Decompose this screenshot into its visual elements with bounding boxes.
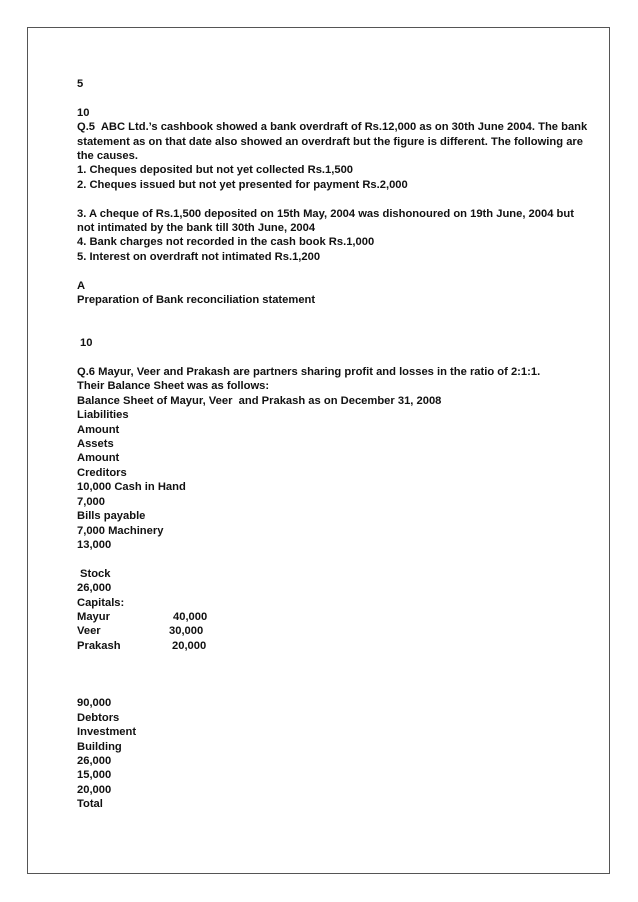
cause-item: 1. Cheques deposited but not yet collected Rs.1,500 xyxy=(77,164,354,177)
sheet-entry: Capitals: xyxy=(77,596,125,609)
question-5-text: statement as on that date also showed an overdraft but the figure is different. The following are xyxy=(77,135,583,148)
partner-capital: 30,000 xyxy=(169,625,204,638)
sheet-entry: Debtors xyxy=(77,711,120,724)
column-header: Assets xyxy=(77,438,114,451)
sheet-entry: Stock xyxy=(80,567,111,580)
balance-sheet-title: Balance Sheet of Mayur, Veer and Prakash as on December 31, 2008 xyxy=(77,394,442,407)
sheet-entry: Investment xyxy=(77,726,137,739)
sheet-entry: 15,000 xyxy=(77,769,112,782)
sheet-total-label: Total xyxy=(77,798,103,811)
partner-name: Veer xyxy=(77,625,101,638)
column-header: Amount xyxy=(77,423,120,436)
sheet-entry: 10,000 Cash in Hand xyxy=(77,481,186,494)
cause-item: 5. Interest on overdraft not intimated Rs.1,200 xyxy=(77,250,321,263)
marks-label: 10 xyxy=(77,106,90,119)
partner-capital: 20,000 xyxy=(172,639,207,652)
document-body xyxy=(77,77,588,812)
column-header: Amount xyxy=(77,452,120,465)
partner-name: Mayur xyxy=(77,610,110,623)
sheet-entry: 20,000 xyxy=(77,783,112,796)
capital-row xyxy=(77,639,557,653)
capital-row xyxy=(77,610,557,624)
sheet-entry: 26,000 xyxy=(77,582,112,595)
question-5-text: Q.5 ABC Ltd.’s cashbook showed a bank overdraft of Rs.12,000 as on 30th June 2004. The bank xyxy=(77,121,588,134)
cause-item: 4. Bank charges not recorded in the cash book Rs.1,000 xyxy=(77,236,375,249)
question-6-text: Q.6 Mayur, Veer and Prakash are partners sharing profit and losses in the ratio of 2:1:1. xyxy=(77,366,541,379)
cause-item: not intimated by the bank till 30th June, 2004 xyxy=(77,222,316,235)
partner-capital: 40,000 xyxy=(173,610,208,623)
sheet-entry: Creditors xyxy=(77,466,127,479)
question-6-text: Their Balance Sheet was as follows: xyxy=(77,380,270,393)
sheet-entry: Bills payable xyxy=(77,510,146,523)
question-5-text: the causes. xyxy=(77,150,138,163)
sheet-entry: 26,000 xyxy=(77,754,112,767)
cause-item: 3. A cheque of Rs.1,500 deposited on 15th May, 2004 was dishonoured on 19th June, 2004 but xyxy=(77,207,574,220)
section-letter: A xyxy=(77,279,86,292)
sheet-entry: 13,000 xyxy=(77,538,112,551)
capital-row xyxy=(77,624,557,638)
sheet-entry: Building xyxy=(77,740,122,753)
sheet-entry: 90,000 xyxy=(77,697,112,710)
column-header: Liabilities xyxy=(77,409,129,422)
sheet-entry: 7,000 Machinery xyxy=(77,524,164,537)
marks-label: 5 xyxy=(77,78,84,90)
partner-name: Prakash xyxy=(77,639,121,652)
cause-item: 2. Cheques issued but not yet presented for payment Rs.2,000 xyxy=(77,178,408,191)
section-heading: Preparation of Bank reconciliation statement xyxy=(77,294,316,307)
sheet-entry: 7,000 xyxy=(77,495,105,508)
marks-label: 10 xyxy=(80,337,93,350)
